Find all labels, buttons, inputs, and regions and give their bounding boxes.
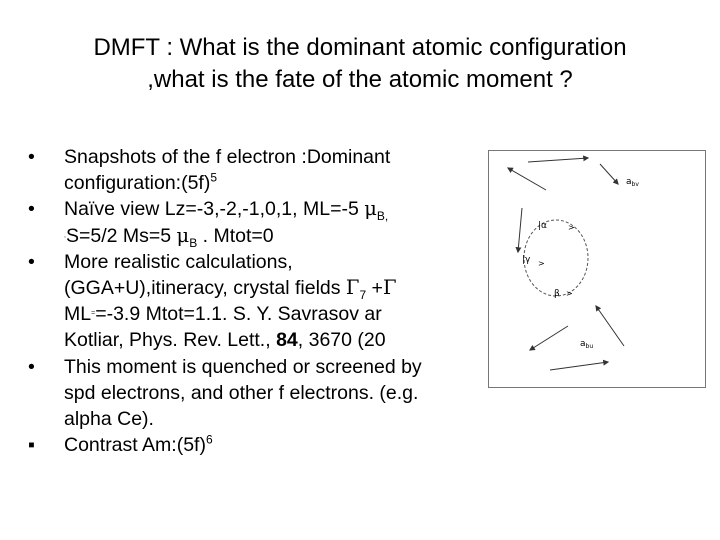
bullet-quenched: [28, 354, 518, 433]
bullet-marker: •: [28, 250, 35, 273]
stray-mark: ,: [64, 231, 66, 239]
bullet-text: alpha Ce).: [64, 408, 154, 431]
bullet-text: More realistic calculations,: [64, 250, 293, 273]
bullet-line: [64, 196, 518, 222]
bullet-marker: •: [28, 146, 35, 168]
bullet-line: [64, 354, 518, 380]
gamma-symbol: Γ: [345, 276, 360, 300]
bullet-line: [64, 380, 518, 406]
bullet-marker: ▪: [28, 434, 35, 457]
bullet-line: [64, 406, 518, 432]
volume-number: 84: [276, 329, 298, 352]
bullet-marker: •: [28, 198, 35, 221]
title-line-2: ,what is the fate of the atomic moment ?: [147, 66, 573, 93]
label-gamma: |γ: [522, 255, 531, 265]
bullet-text: Contrast Am:(5f): [64, 434, 206, 457]
bullet-text: This moment is quenched or screened by: [64, 355, 422, 378]
label-gt: >: [566, 289, 573, 298]
bullet-list: [28, 144, 518, 458]
bullet-text: S=5/2 Ms=5: [65, 224, 177, 247]
label-alpha: |α: [538, 221, 547, 231]
bullet-text: (GGA+U),itineracy, crystal fields: [64, 277, 346, 300]
subscript: 7: [359, 287, 367, 302]
bullet-text: Kotliar, Phys. Rev. Lett.,: [64, 329, 277, 352]
bullet-text: +: [366, 277, 383, 300]
subscript: B: [189, 235, 198, 249]
bullet-line: [64, 432, 518, 458]
superscript: 6: [205, 432, 213, 447]
bullet-text: ML: [64, 303, 92, 326]
label-beta: β: [554, 289, 560, 299]
bullet-naive-view: [28, 196, 518, 248]
label-abu: $a_{bu}$: [580, 339, 594, 350]
bullet-line: [64, 223, 518, 249]
diagram-frame: [489, 151, 706, 388]
bullet-contrast-am: [28, 432, 518, 458]
stray-mark: =: [91, 310, 96, 318]
bullet-marker: •: [28, 355, 35, 378]
label-abv: $a_{bv}$: [626, 177, 639, 188]
title-line-1: DMFT : What is the dominant atomic configuration: [93, 34, 627, 61]
bullet-line: [64, 144, 518, 170]
gamma-symbol: Γ: [382, 276, 397, 300]
diagram-svg: [488, 150, 706, 388]
bullet-text: Naïve view Lz=-3,-2,-1,0,1, ML=-5: [64, 198, 365, 221]
mu-symbol: μ: [176, 223, 190, 247]
bullet-text: =-3.9 Mtot=1.1. S. Y. Savrasov ar: [95, 303, 382, 326]
bullet-line: [64, 275, 518, 301]
bullet-line: [64, 249, 518, 275]
bullet-realistic: [28, 249, 518, 354]
mu-symbol: μ: [364, 197, 377, 221]
superscript: 5: [210, 170, 218, 185]
label-gt: >: [538, 259, 545, 268]
bullet-text: spd electrons, and other f electrons. (e.g.: [64, 381, 419, 404]
slide-title: [20, 32, 700, 96]
label-gt: >: [568, 223, 575, 232]
configuration-diagram: [488, 150, 706, 388]
bullet-text: , 3670 (20: [297, 329, 386, 352]
bullet-line: [64, 327, 518, 353]
bullet-text: . Mtot=0: [197, 224, 274, 247]
bullet-line: [64, 170, 518, 196]
bullet-line: [64, 301, 518, 327]
bullet-text: configuration:(5f): [64, 172, 211, 195]
subscript: B,: [376, 209, 389, 223]
bullet-snapshots: [28, 144, 518, 196]
bullet-text: Snapshots of the f electron :Dominant: [64, 146, 391, 168]
